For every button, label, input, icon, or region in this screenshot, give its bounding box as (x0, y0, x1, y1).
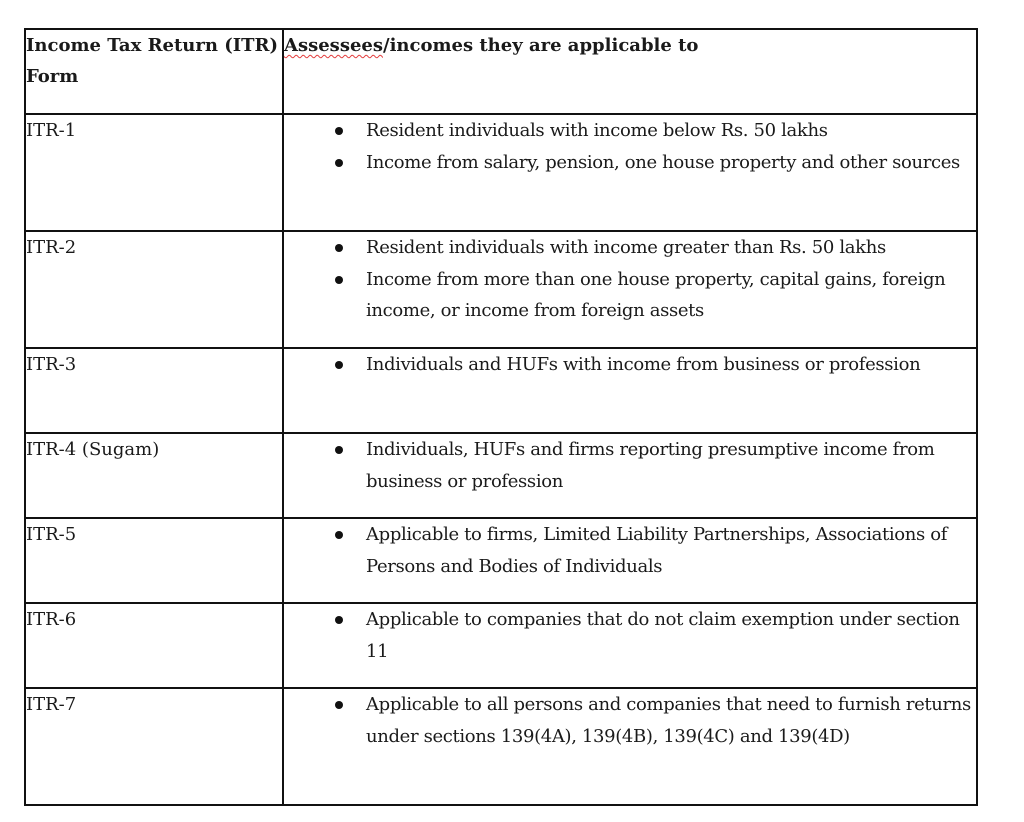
form-name: ITR-3 (25, 348, 283, 433)
bullet-text: Applicable to firms, Limited Liability Partnerships, Associations of Persons and Bodies of Individuals (366, 524, 948, 577)
bullet-icon (335, 127, 343, 135)
list-item (284, 147, 976, 179)
list-item (284, 264, 976, 327)
list-item (284, 232, 976, 264)
bullet-text: Individuals and HUFs with income from business or profession (366, 354, 921, 375)
form-name: ITR-4 (Sugam) (25, 433, 283, 518)
header-applicable (283, 29, 977, 114)
bullet-text: Individuals, HUFs and firms reporting presumptive income from business or profession (366, 439, 935, 492)
bullet-text: Income from salary, pension, one house property and other sources (366, 151, 960, 173)
bullet-icon (335, 244, 343, 252)
applicability-cell (283, 114, 977, 231)
form-name: ITR-5 (25, 518, 283, 603)
table-row (25, 348, 977, 433)
bullet-icon (335, 159, 343, 167)
bullet-text: Resident individuals with income greater than Rs. 50 lakhs (366, 237, 886, 258)
table-row (25, 114, 977, 231)
header-form: Income Tax Return (ITR) Form (25, 29, 283, 114)
bullet-icon (335, 446, 343, 454)
bullet-text: Income from more than one house property, capital gains, foreign income, or income from foreign assets (366, 268, 946, 321)
form-name: ITR-2 (25, 231, 283, 348)
applicability-cell (283, 433, 977, 518)
form-name: ITR-6 (25, 603, 283, 688)
table-row (25, 433, 977, 518)
form-name: ITR-7 (25, 688, 283, 805)
list-item (284, 434, 976, 497)
applicability-cell (283, 518, 977, 603)
applicability-cell (283, 348, 977, 433)
table-row (25, 231, 977, 348)
bullet-text: Applicable to all persons and companies that need to furnish returns under sections 139(4A), 139(4B), 139(4C) and 139(4D) (366, 694, 971, 747)
list-item (284, 519, 976, 582)
spellcheck-word[interactable]: Assessees (284, 35, 383, 56)
applicability-cell (283, 231, 977, 348)
bullet-icon (335, 276, 343, 284)
header-applicable-text: /incomes they are applicable to (383, 35, 699, 56)
bullet-icon (335, 531, 343, 539)
applicability-cell (283, 603, 977, 688)
bullet-icon (335, 361, 343, 369)
itr-forms-table (24, 28, 978, 806)
table-row (25, 518, 977, 603)
list-item (284, 115, 976, 147)
table-header-row (25, 29, 977, 114)
list-item (284, 604, 976, 667)
bullet-icon (335, 701, 343, 709)
table-row (25, 688, 977, 805)
applicability-cell (283, 688, 977, 805)
bullet-text: Applicable to companies that do not claim exemption under section 11 (366, 609, 960, 662)
bullet-text: Resident individuals with income below Rs. 50 lakhs (366, 120, 828, 141)
form-name: ITR-1 (25, 114, 283, 231)
list-item (284, 689, 976, 752)
bullet-icon (335, 616, 343, 624)
list-item (284, 349, 976, 381)
table-row (25, 603, 977, 688)
